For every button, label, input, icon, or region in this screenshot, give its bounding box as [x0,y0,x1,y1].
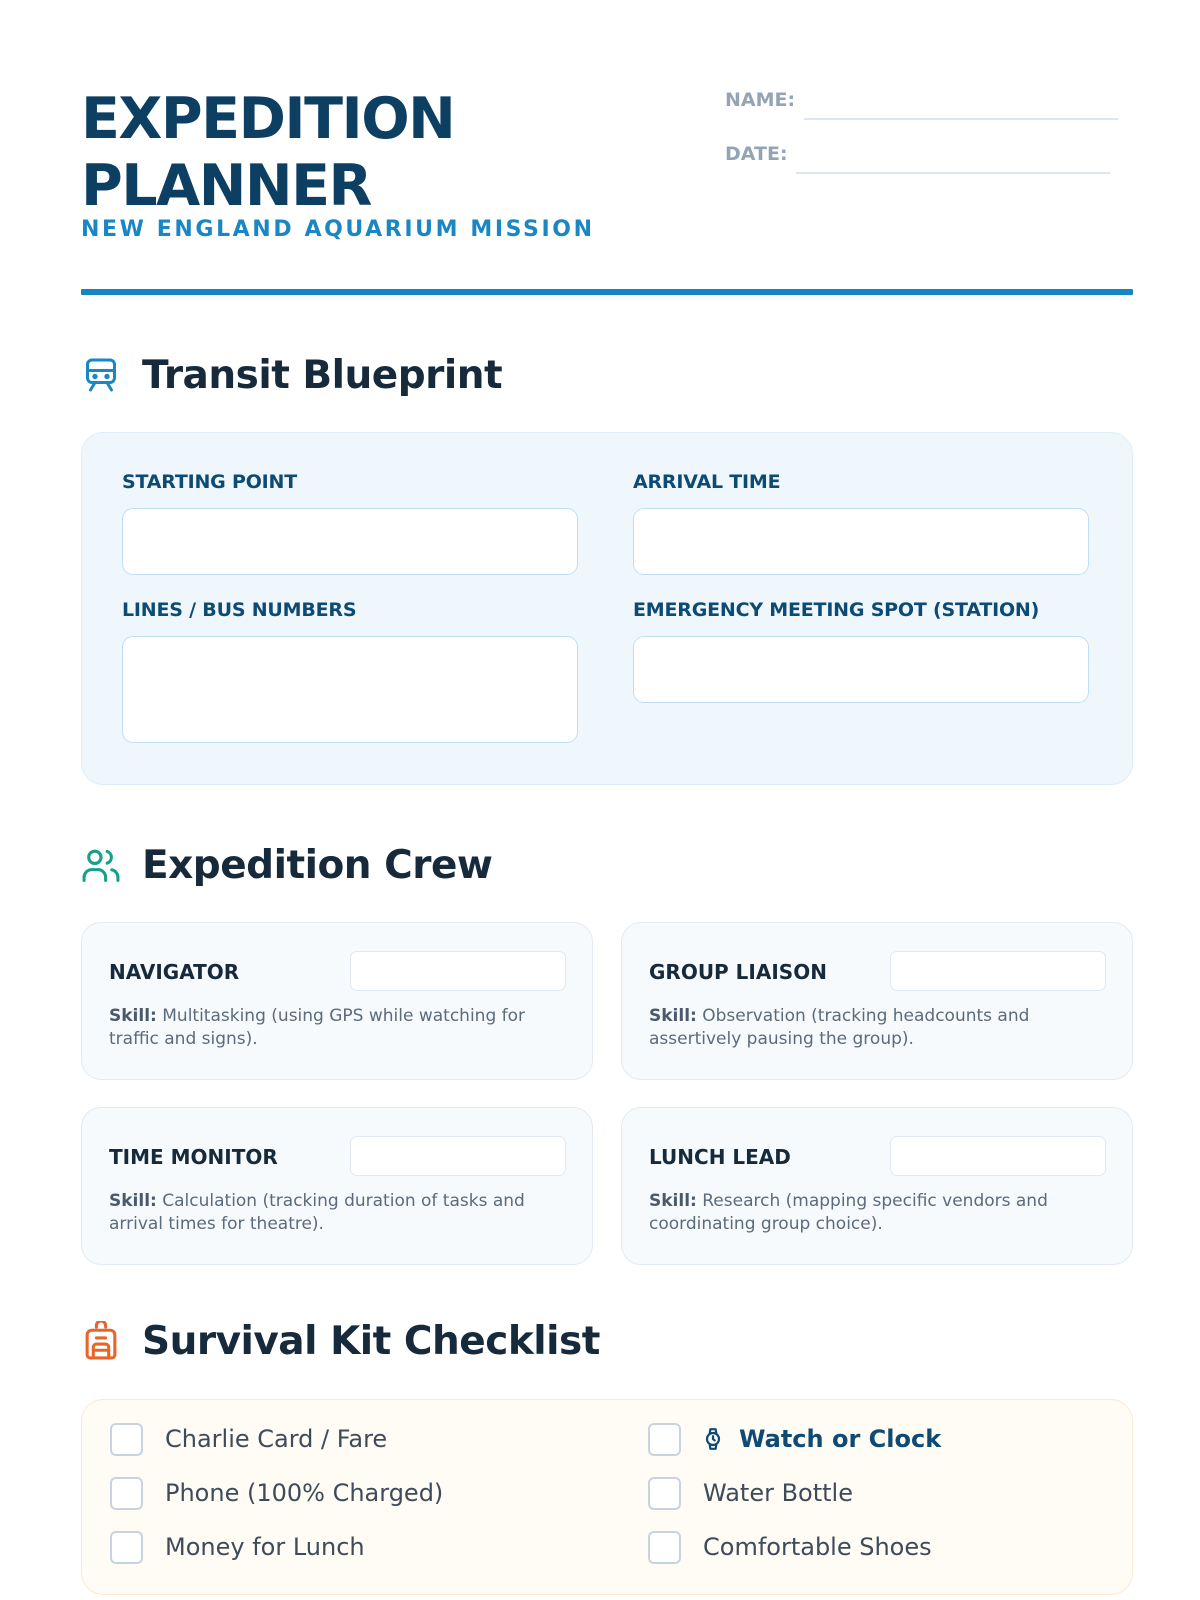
kit-item-label: Water Bottle [703,1479,853,1507]
arrival-time-label: ARRIVAL TIME [633,471,781,493]
kit-heading [81,1316,600,1366]
skill-prefix: Skill: [649,1006,697,1026]
date-row [725,140,1133,194]
kit-item-shoes[interactable] [648,1527,932,1567]
starting-point-label: STARTING POINT [122,471,298,493]
crew-role-label: NAVIGATOR [109,960,240,984]
date-label: DATE: [725,143,788,165]
skill-description: Multitasking (using GPS while watching for traffic and signs). [109,1006,526,1049]
transit-title: Transit Blueprint [142,352,503,398]
users-icon [81,845,121,885]
lines-bus-label: LINES / BUS NUMBERS [122,599,357,621]
skill-description: Research (mapping specific vendors and coordinating group choice). [649,1191,1048,1234]
train-icon [81,355,121,395]
kit-item-label: Charlie Card / Fare [165,1425,388,1453]
checkbox[interactable] [110,1531,143,1564]
kit-panel [81,1399,1133,1595]
starting-point-input[interactable] [122,508,578,575]
crew-skill-text [109,1005,549,1051]
crew-role-label: TIME MONITOR [109,1145,278,1169]
crew-title: Expedition Crew [142,842,493,888]
kit-item-label: Comfortable Shoes [703,1533,932,1561]
starting-point-field-group [122,471,297,493]
kit-item-label: Money for Lunch [165,1533,365,1561]
skill-description: Calculation (tracking duration of tasks and arrival times for theatre). [109,1191,525,1234]
title-line-1: EXPEDITION [81,86,455,152]
kit-title: Survival Kit Checklist [142,1318,600,1364]
transit-panel [81,432,1133,785]
header-divider [81,289,1133,295]
checkbox[interactable] [648,1477,681,1510]
backpack-icon [81,1321,121,1361]
crew-role-label: LUNCH LEAD [649,1145,791,1169]
name-row [725,86,1133,140]
checkbox[interactable] [110,1477,143,1510]
meta-fields [725,86,1133,194]
transit-heading [81,350,502,400]
lines-bus-field-group [122,599,356,621]
lines-bus-input[interactable] [122,636,578,743]
kit-item-charlie-card[interactable] [110,1419,387,1459]
kit-item-label: Phone (100% Charged) [165,1479,444,1507]
checkbox[interactable] [648,1531,681,1564]
kit-item-label: Watch or Clock [739,1425,942,1453]
arrival-time-field-group [633,471,780,493]
skill-prefix: Skill: [649,1191,697,1211]
emergency-spot-input[interactable] [633,636,1089,703]
crew-role-label: GROUP LIAISON [649,960,827,984]
lunch-lead-name-input[interactable] [890,1136,1106,1176]
crew-card-time-monitor [81,1107,593,1265]
emergency-spot-label: EMERGENCY MEETING SPOT (STATION) [633,599,1040,621]
name-label: NAME: [725,89,796,111]
skill-prefix: Skill: [109,1006,157,1026]
arrival-time-input[interactable] [633,508,1089,575]
crew-card-group-liaison [621,922,1133,1080]
name-field[interactable] [804,118,1118,120]
crew-skill-text [649,1005,1089,1051]
kit-item-phone[interactable] [110,1473,443,1513]
skill-prefix: Skill: [109,1191,157,1211]
crew-card-navigator [81,922,593,1080]
kit-item-money[interactable] [110,1527,365,1567]
time-monitor-name-input[interactable] [350,1136,566,1176]
date-field[interactable] [796,172,1110,174]
crew-card-lunch-lead [621,1107,1133,1265]
watch-icon [701,1427,725,1451]
emergency-spot-field-group [633,599,1039,621]
checkbox[interactable] [648,1423,681,1456]
crew-skill-text [649,1190,1089,1236]
checkbox[interactable] [110,1423,143,1456]
title-line-2: PLANNER [81,153,371,219]
navigator-name-input[interactable] [350,951,566,991]
skill-description: Observation (tracking headcounts and assertively pausing the group). [649,1006,1030,1049]
page-header [81,86,1133,298]
page-subtitle: NEW ENGLAND AQUARIUM MISSION [81,217,595,242]
crew-skill-text [109,1190,549,1236]
kit-item-water-bottle[interactable] [648,1473,853,1513]
group-liaison-name-input[interactable] [890,951,1106,991]
crew-heading [81,840,492,890]
kit-item-watch[interactable] [648,1419,941,1459]
